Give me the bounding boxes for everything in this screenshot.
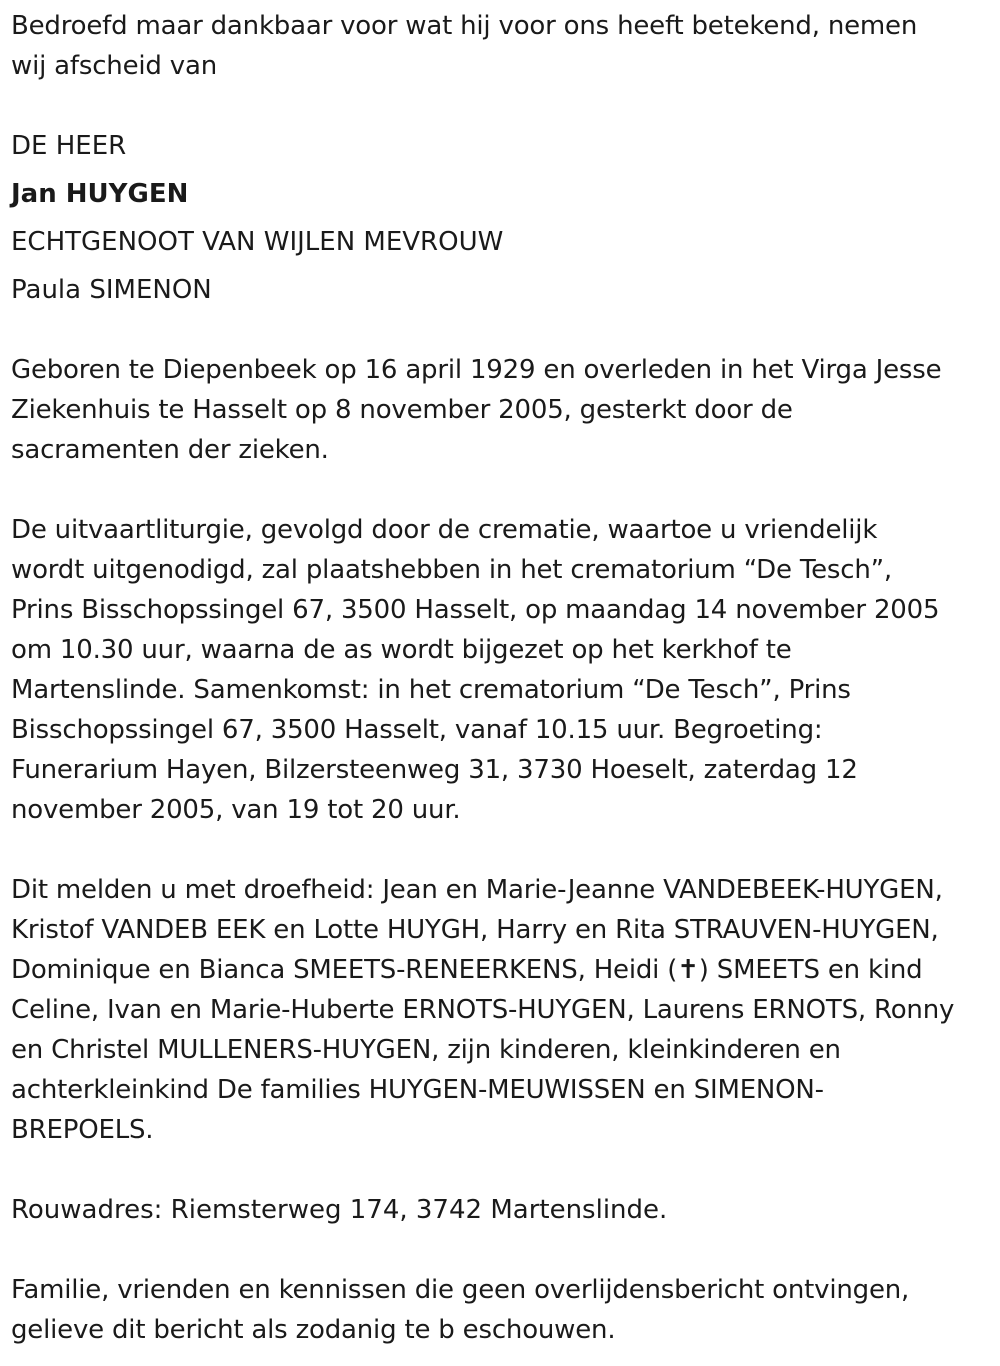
funeral-line: om 10.30 uur, waarna de as wordt bijgezet op het kerkhof te — [11, 635, 792, 665]
funeral-line: Prins Bisschopssingel 67, 3500 Hasselt, op maandag 14 november 2005 — [11, 595, 940, 625]
birth-death-line: sacramenten der zieken. — [11, 435, 329, 465]
intro-paragraph — [11, 6, 986, 86]
funeral-line: november 2005, van 19 tot 20 uur. — [11, 795, 461, 825]
spouse-line: ECHTGENOOT VAN WIJLEN MEVROUW — [11, 227, 504, 257]
closing-line: gelieve dit bericht als zodanig te b eschouwen. — [11, 1315, 616, 1345]
birth-death-line: Ziekenhuis te Hasselt op 8 november 2005, gesterkt door de — [11, 395, 793, 425]
funeral-line: Bisschopssingel 67, 3500 Hasselt, vanaf 10.15 uur. Begroeting: — [11, 715, 823, 745]
family-line: Dit melden u met droefheid: Jean en Marie-Jeanne VANDEBEEK-HUYGEN, — [11, 875, 943, 905]
funeral-line: Martenslinde. Samenkomst: in het crematorium “De Tesch”, Prins — [11, 675, 851, 705]
funeral-line: wordt uitgenodigd, zal plaatshebben in het crematorium “De Tesch”, — [11, 555, 892, 585]
family-line: achterkleinkind De families HUYGEN-MEUWISSEN en SIMENON- — [11, 1075, 824, 1105]
closing-line: Familie, vrienden en kennissen die geen overlijdensbericht ontvingen, — [11, 1275, 910, 1305]
closing-paragraph — [11, 1270, 986, 1350]
intro-line: Bedroefd maar dankbaar voor wat hij voor ons heeft betekend, nemen — [11, 11, 918, 41]
family-line: Dominique en Bianca SMEETS-RENEERKENS, Heidi (✝) SMEETS en kind — [11, 955, 923, 985]
honorific-title: DE HEER — [11, 131, 127, 161]
spouse-name: Paula SIMENON — [11, 275, 212, 305]
birth-death-line: Geboren te Diepenbeek op 16 april 1929 en overleden in het Virga Jesse — [11, 355, 942, 385]
funeral-paragraph — [11, 510, 986, 830]
intro-line: wij afscheid van — [11, 51, 217, 81]
birth-death-paragraph — [11, 350, 986, 470]
family-paragraph — [11, 870, 986, 1150]
family-line: Kristof VANDEB EEK en Lotte HUYGH, Harry en Rita STRAUVEN-HUYGEN, — [11, 915, 939, 945]
family-line: en Christel MULLENERS-HUYGEN, zijn kinderen, kleinkinderen en — [11, 1035, 841, 1065]
funeral-line: Funerarium Hayen, Bilzersteenweg 31, 3730 Hoeselt, zaterdag 12 — [11, 755, 858, 785]
funeral-line: De uitvaartliturgie, gevolgd door de crematie, waartoe u vriendelijk — [11, 515, 878, 545]
mourning-address: Rouwadres: Riemsterweg 174, 3742 Martenslinde. — [11, 1195, 668, 1225]
deceased-name: Jan HUYGEN — [11, 179, 189, 209]
family-line: Celine, Ivan en Marie-Huberte ERNOTS-HUYGEN, Laurens ERNOTS, Ronny — [11, 995, 955, 1025]
family-line: BREPOELS. — [11, 1115, 154, 1145]
